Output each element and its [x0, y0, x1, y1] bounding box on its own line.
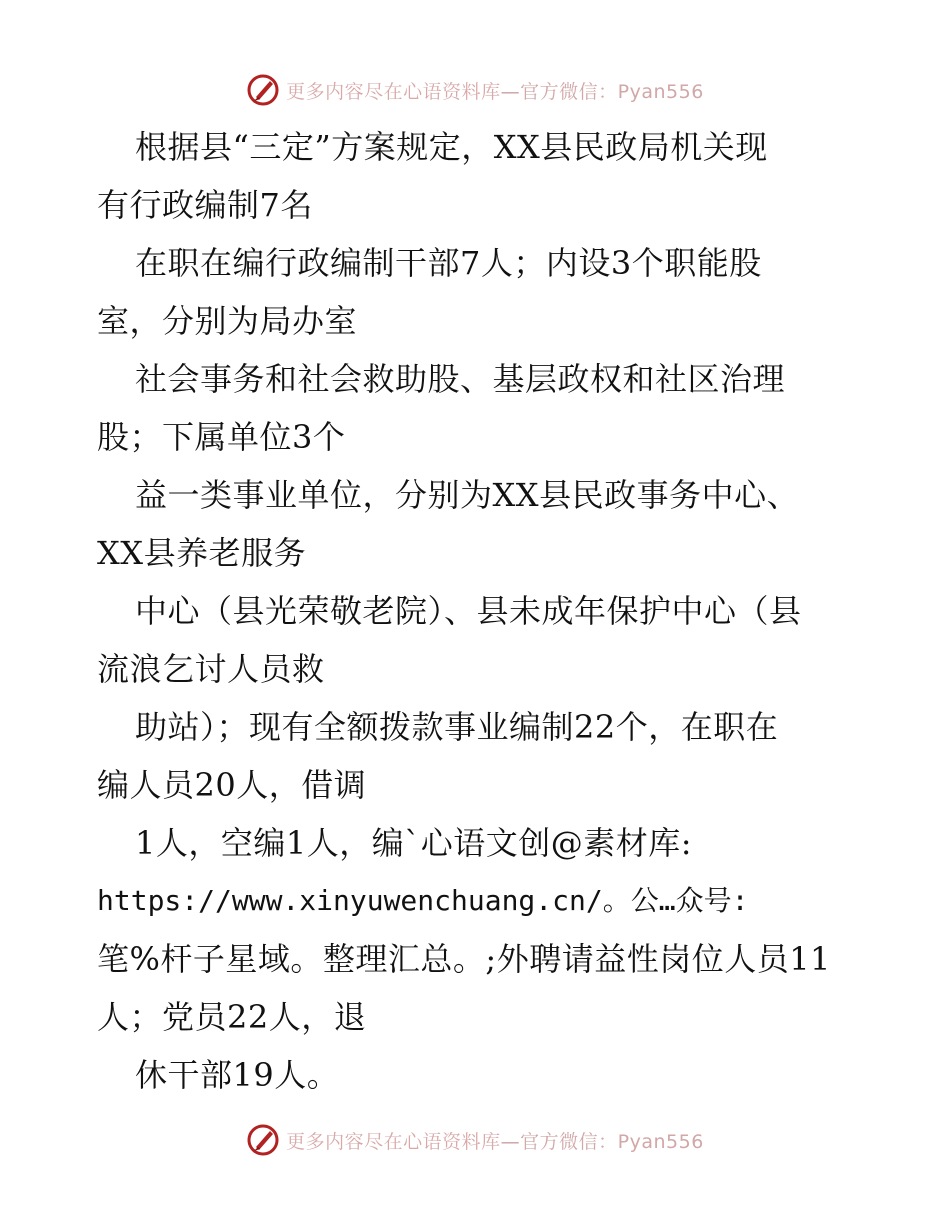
paragraph-line: 益一类事业单位，分别为XX县民政事务中心、: [135, 476, 800, 514]
paragraph-line: 人；党员22人，退: [97, 998, 367, 1036]
banner-separator: —: [500, 80, 521, 103]
banner-title: 更多内容尽在心语资料库: [286, 80, 501, 103]
banner-contact: 官方微信：Pyan556: [520, 80, 704, 103]
banner-text: [286, 77, 704, 104]
paragraph-line: 流浪乞讨人员救: [97, 650, 325, 688]
url-line: https://www.xinyuwenchuang.cn/。公…众号:: [97, 884, 749, 917]
banner-separator: —: [500, 1130, 521, 1153]
paragraph-line: 社会事务和社会救助股、基层政权和社区治理: [135, 360, 786, 398]
paragraph-line: 室，分别为局办室: [97, 302, 358, 340]
brand-logo-icon: [246, 1123, 280, 1157]
header-banner: [0, 70, 950, 110]
paragraph-line: 编人员20人，借调: [97, 766, 367, 804]
paragraph-line: 助站）；现有全额拨款事业编制22个，在职在: [135, 708, 779, 746]
banner-title: 更多内容尽在心语资料库: [286, 1130, 501, 1153]
banner-text: [286, 1127, 704, 1154]
paragraph-line: XX县养老服务: [97, 534, 307, 572]
paragraph-line: 中心（县光荣敬老院）、县未成年保护中心（县: [135, 592, 802, 630]
paragraph-line: 在职在编行政编制干部7人；内设3个职能股: [135, 244, 762, 282]
paragraph-line: 有行政编制7名: [97, 186, 313, 224]
brand-logo-icon: [246, 73, 280, 107]
document-body: [97, 118, 857, 1104]
paragraph-line: 笔%杆子星域。整理汇总。;外聘请益性岗位人员11: [97, 940, 831, 978]
paragraph-line: 休干部19人。: [135, 1056, 340, 1094]
banner-contact: 官方微信：Pyan556: [520, 1130, 704, 1153]
footer-banner: [0, 1120, 950, 1160]
paragraph-line: 1人，空编1人，编`心语文创@素材库:: [135, 824, 693, 862]
paragraph-line: 根据县“三定”方案规定，XX县民政局机关现: [135, 128, 768, 166]
paragraph-line: 股；下属单位3个: [97, 418, 346, 456]
